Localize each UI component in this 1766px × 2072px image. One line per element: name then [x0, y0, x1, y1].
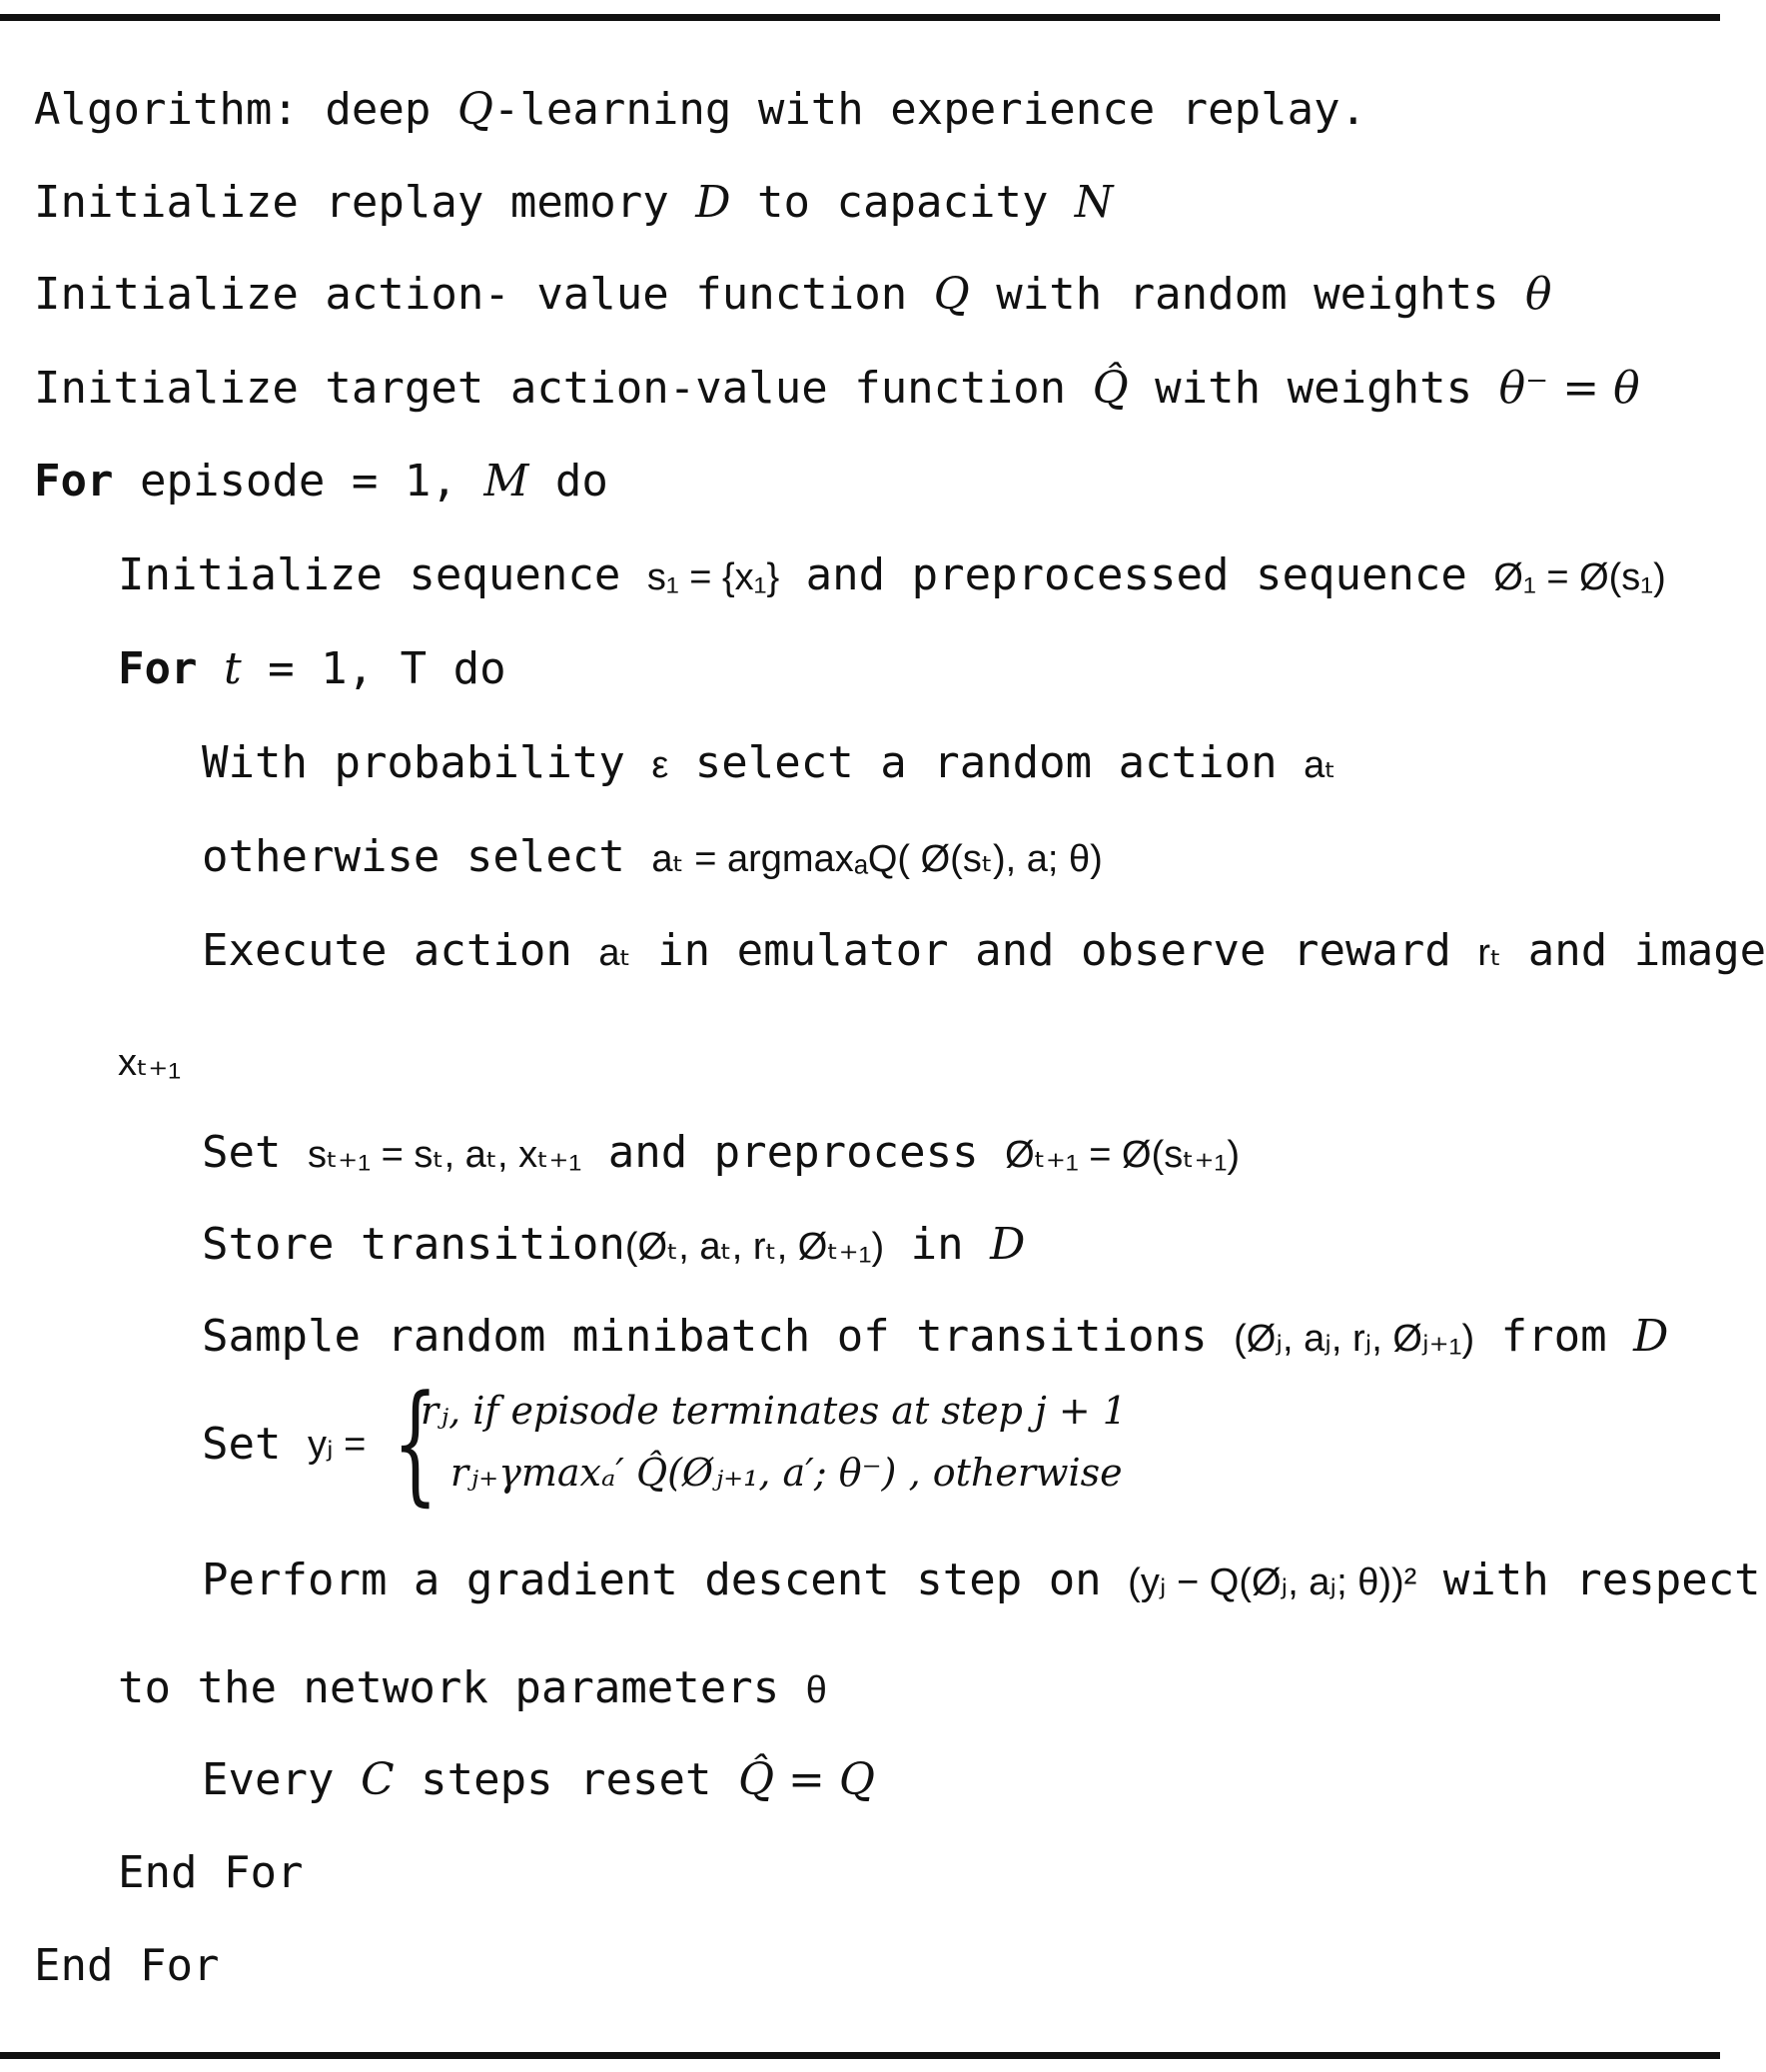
line-set-target-y: Set yⱼ = { rⱼ, if episode terminates at step j + 1 rⱼ₊γmaxₐ′ Q̂(Øⱼ₊₁, a′; θ⁻) , otherwise — [202, 1384, 1252, 1504]
line-epsilon-greedy: With probability ε select a random action aₜ — [202, 737, 1336, 788]
line-sample-minibatch: Sample random minibatch of transitions (Øⱼ, aⱼ, rⱼ, Øⱼ₊₁) from D — [202, 1311, 1669, 1362]
case-otherwise: rⱼ₊γmaxₐ′ Q̂(Øⱼ₊₁, a′; θ⁻) , otherwise — [449, 1451, 1123, 1495]
bottom-rule — [0, 2052, 1720, 2059]
line-end-for-inner: End For — [118, 1847, 304, 1898]
case-terminal: rⱼ, if episode terminates at step j + 1 — [420, 1389, 1127, 1433]
line-init-action-value: Initialize action- value function Q with random weights θ — [34, 269, 1552, 320]
line-store-transition: Store transition(Øₜ, aₜ, rₜ, Øₜ₊₁) in D — [202, 1219, 1026, 1270]
line-network-params: to the network parameters θ — [118, 1662, 827, 1713]
line-init-target-function: Initialize target action-value function Q̂ with weights θ⁻ = θ — [34, 363, 1640, 414]
title-text-end: -learning with experience replay. — [492, 84, 1367, 135]
line-init-sequence: Initialize sequence s₁ = {x₁} and preprocessed sequence Ø₁ = Ø(s₁) — [118, 549, 1666, 600]
line-for-episode: For episode = 1, M do — [34, 456, 608, 507]
line-otherwise-select: otherwise select aₜ = argmaxₐQ( Ø(sₜ), a; θ) — [202, 831, 1103, 882]
top-rule — [0, 14, 1720, 21]
line-for-t: For t = 1, T do — [118, 643, 506, 694]
line-gradient-step: Perform a gradient descent step on (yⱼ − Q(Øⱼ, aⱼ; θ))² with respect — [202, 1554, 1761, 1605]
title-q-symbol: Q — [456, 84, 493, 135]
title-text: Algorithm: deep — [34, 84, 457, 135]
line-execute-action: Execute action aₜ in emulator and observe reward rₜ and image — [202, 925, 1766, 976]
algorithm-title — [34, 80, 1366, 140]
line-end-for-outer: End For — [34, 1940, 220, 1991]
piecewise-target — [392, 1367, 1252, 1519]
line-set-state: Set sₜ₊₁ = sₜ, aₜ, xₜ₊₁ and preprocess Øₜ₊₁ = Ø(sₜ₊₁) — [202, 1127, 1240, 1178]
line-reset-target: Every C steps reset Q̂ = Q — [202, 1754, 875, 1805]
curly-brace: { — [392, 1367, 439, 1519]
line-image-x: xₜ₊₁ — [118, 1042, 182, 1084]
line-init-replay-memory: Initialize replay memory D to capacity N — [34, 177, 1114, 228]
